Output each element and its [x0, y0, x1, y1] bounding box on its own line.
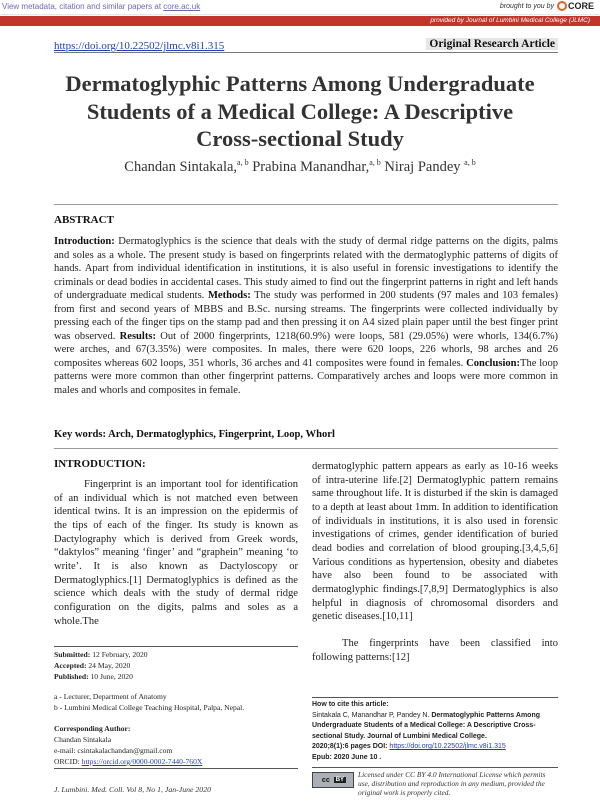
methods-label: Methods: — [207, 290, 251, 302]
cite-divider — [312, 697, 558, 698]
license-text: Licensed under CC BY 4.0 International License which permits use, distribution and reproduction in any medium, provided the original work is properly cited. — [358, 770, 546, 797]
affiliation-b: b - Lumbini Medical College Teaching Hospital, Palpa, Nepal. — [54, 703, 245, 712]
intro-col2-para1: dermatoglyphic pattern appears as early as 10-16 weeks of intra-uterine life.[2] Dermatoglyphic pattern remains same throughout life. It is disturbed if the skin is damaged to a depth at least about 1mm. In addition to identification of individuals in institutions, it is also used in forensic investigations of crimes, gender identification of buried dead bodies and correlation of blood grouping.[3,4,5,6] Various conditions as hypertension, obesity and diabetes have also been found to be associated with dermatoglyphic findings.[7,8,9] Dermatoglyphics is also helpful in diagnosis of chromosomal disorders and genetic diseases.[10,11] — [312, 461, 558, 623]
conclusion-text: The loop patterns were more common than other fingerprint patterns. Comparatively arches and loops were more common in males and whorls and composites in female. — [54, 357, 558, 397]
conclusion-label: Conclusion: — [466, 357, 521, 369]
cite-authors: Sintakala C, Manandhar P, Pandey N. — [312, 711, 432, 719]
brought-by-text: brought to you by — [499, 2, 554, 10]
accepted-value: 24 May, 2020 — [86, 661, 131, 670]
abstract-heading: ABSTRACT — [54, 214, 114, 226]
provided-by-text: provided by Journal of Lumbini Medical College (JLMC) — [430, 17, 590, 24]
intro-text: Dermatoglyphics is the science that deals with the study of dermal ridge patterns on the digits, palms and soles as a whole. The present study is based on fingerprints related with the dermatoglyphic patterns of digits of hands. Apart from individual identification in institutions, it is also useful in forensic investigations to identify the criminals or dead bodies in accidental cases. This study aimed to find out the fingerprint patterns in right and left hands of undergraduate medical students. — [54, 236, 558, 302]
corr-label: Corresponding Author: — [54, 724, 131, 733]
methods-text: The study was performed in 200 students (97 males and 103 females) from first and second years of MBBS and B.Sc. nursing streams. The fingerprints were collected individually by pressing each of the finger tips on the stamp pad and then pressing it on A4 sized plain paper until the best finger print was observed. — [54, 290, 558, 342]
provided-by-bar — [0, 16, 600, 26]
intro-col2-para2: The fingerprints have been classified into following patterns:[12] — [312, 637, 558, 663]
article-type: Original Research Article — [426, 38, 558, 50]
published-value: 10 June, 2020 — [88, 672, 133, 681]
brought-by[interactable] — [500, 1, 594, 11]
corresponding-label — [54, 724, 130, 733]
results-text: Out of 2000 fingerprints, 1218(60.9%) were loops, 581 (29.05%) were whorls, 134(6.7%) were arches, and 67(3.35%) were composites. In males, there were 620 loops, 226 whorls, 98 arches and 26 composites whereas 602 loops, 351 whorls, 36 arches and 41 composites were found in females. — [54, 330, 558, 369]
submitted-label: Submitted: — [54, 650, 91, 659]
results-label: Results: — [119, 330, 156, 342]
core-label: CORE — [567, 1, 594, 11]
title-line: Cross-sectional Study — [196, 126, 404, 151]
submitted-value: 12 February, 2020 — [90, 650, 148, 659]
metadata-notice — [2, 2, 200, 11]
corresponding-email: e-mail: csintakalachandan@gmail.com — [54, 746, 173, 755]
accepted-date — [54, 661, 130, 670]
cite-title: Dermatoglyphic Patterns Among Undergraduate Students of a Medical College: A Descriptive Cross-sectional Study. Journal of Lumbini Medical College. — [312, 711, 540, 740]
author-affil: a, b — [237, 158, 249, 167]
author-name: Niraj Pandey — [384, 158, 461, 175]
article-info-divider — [54, 646, 298, 647]
header-divider — [54, 52, 558, 53]
how-to-cite — [312, 700, 558, 763]
footer-divider — [54, 768, 298, 769]
cite-heading: How to cite this article: — [312, 701, 389, 708]
orcid-label: ORCID: — [54, 757, 82, 766]
doi-link[interactable]: https://doi.org/10.22502/jlmc.v8i1.315 — [54, 40, 225, 52]
introduction-heading: INTRODUCTION: — [54, 458, 146, 470]
intro-column-right — [312, 460, 558, 664]
cc-by-icon[interactable] — [312, 772, 354, 788]
corresponding-name: Chandan Sintakala — [54, 735, 112, 744]
cite-volume: 2020;8(1):6 pages DOI: — [312, 743, 390, 750]
author-name: Prabina Manandhar, — [252, 158, 370, 175]
affiliation-a: a - Lecturer, Department of Anatomy — [54, 692, 167, 701]
abstract-bottom-divider — [54, 448, 558, 449]
cc-badge-by: BY — [335, 777, 345, 783]
author-name: Chandan Sintakala, — [124, 158, 238, 175]
title-line: Students of a Medical College: A Descriptive — [86, 98, 514, 124]
author-affil: a, b — [369, 158, 381, 167]
orcid — [54, 757, 202, 766]
intro-col1-text: Fingerprint is an important tool for identification of an individual which is not matched even between identical twins. It is an impression on the epidermis of the tips of each of the finger. Its study is known as Dactylography which is derived from Greek words, “daktylos” meaning ‘finger’ and “graphein” meaning ‘to write’. It is also known as Dactyloscopy or Dermatoglyphics.[1] Dermatoglyphics is defined as the science which deals with the study of dermal ridge configuration on the digits, palms and soles as a whole.The — [54, 479, 298, 627]
title-line: Dermatoglyphic Patterns Among Undergraduate — [65, 71, 535, 96]
abstract-top-divider — [54, 204, 558, 205]
cc-badge-label: cc — [321, 776, 330, 784]
core-logo-icon — [557, 1, 594, 11]
submitted-date — [54, 650, 148, 659]
published-date — [54, 672, 133, 681]
abstract-body — [54, 235, 558, 398]
orcid-link[interactable]: https://orcid.org/0000-0002-7440-760X — [81, 757, 203, 766]
published-label: Published: — [54, 672, 89, 681]
keywords: Key words: Arch, Dermatoglyphics, Fingerprint, Loop, Whorl — [54, 429, 335, 440]
journal-footer: J. Lumbini. Med. Coll. Vol 8, No 1, Jan-June 2020 — [54, 785, 212, 794]
author-affil: a, b — [464, 158, 476, 167]
intro-label: Introduction: — [54, 236, 115, 247]
core-link[interactable]: core.ac.uk — [163, 2, 201, 11]
paper-title — [40, 70, 560, 153]
metadata-text: View metadata, citation and similar papers at — [2, 2, 164, 11]
cite-doi-link[interactable]: https://doi.org/10.22502/jlmc.v8i1.315 — [389, 743, 506, 750]
license-box — [312, 767, 558, 798]
author-list — [40, 158, 560, 176]
core-topbar — [0, 0, 600, 15]
accepted-label: Accepted: — [54, 661, 87, 670]
intro-column-left — [54, 478, 298, 628]
cite-epub: Epub: 2020 June 10 . — [312, 753, 382, 761]
